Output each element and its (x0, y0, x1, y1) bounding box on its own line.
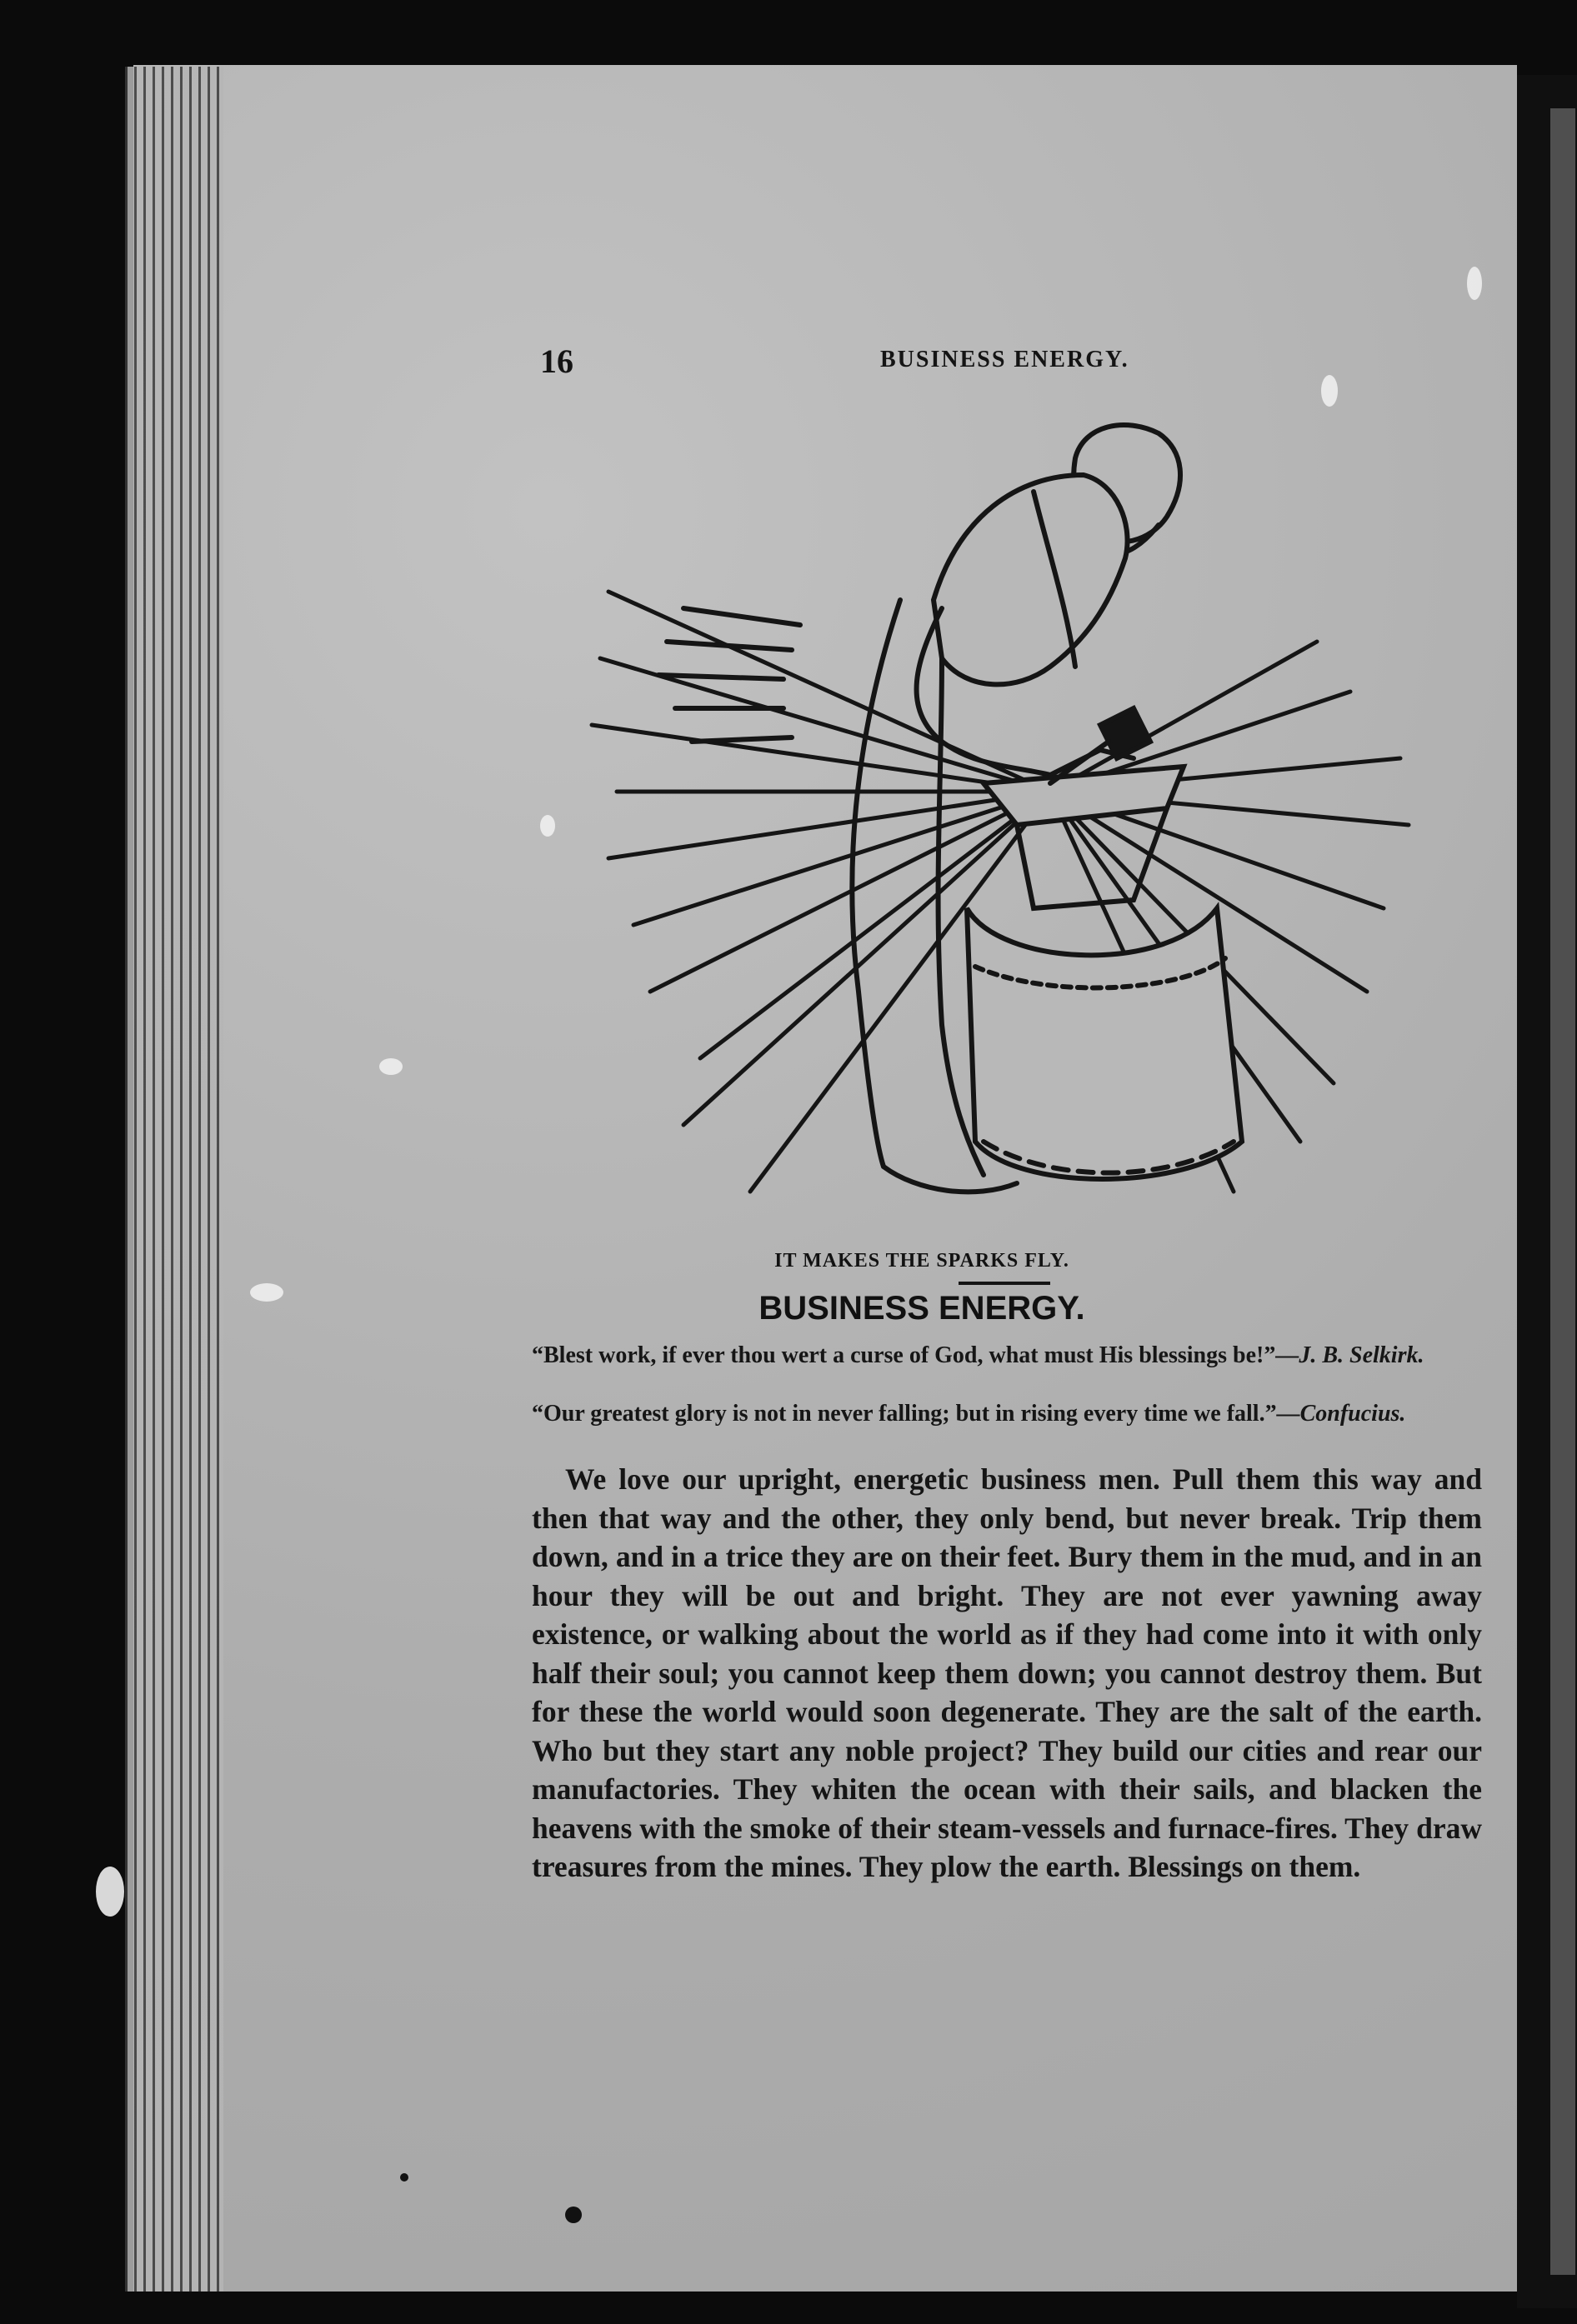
blacksmith-at-anvil-engraving (583, 392, 1417, 1250)
article-heading: BUSINESS ENERGY. (758, 1290, 1085, 1327)
epigraph-attribution: —J. B. Selkirk. (1275, 1342, 1424, 1368)
caption-rule (959, 1282, 1050, 1285)
scan-speck (540, 815, 555, 837)
running-head-title: BUSINESS ENERGY. (880, 347, 1129, 372)
ink-spot (400, 2173, 408, 2182)
running-head (540, 342, 1490, 383)
scan-speck (1467, 267, 1482, 300)
page-number: 16 (540, 342, 573, 380)
illustration-caption: IT MAKES THE SPARKS FLY. (774, 1250, 1069, 1272)
article-body: We love our upright, energetic business men. Pull them this way and then that way and the other, they only bend, but never break. Trip them down, and in a trice they are on their feet. Bury them in the mud, and in an hour they will be out and bright. They are not ever yawning away existence, or walking about the world as if they had come into it with only half their soul; you cannot keep them down; you cannot destroy them. But for these the world would soon degenerate. They are the salt of the earth. Who but they start any noble project? They build our cities and rear our manufactories. They whiten the ocean with their sails, and blacken the heavens with the smoke of their steam-vessels and furnace-fires. They draw treasures from the mines. They plow the earth. Blessings on them. (532, 1462, 1482, 1883)
facing-page-edge (1517, 75, 1577, 2308)
epigraph (532, 1343, 1482, 1368)
epigraph-attribution: —Confucius. (1276, 1401, 1406, 1427)
epigraph-quote: “Our greatest glory is not in never falling; but in rising every time we fall.” (532, 1401, 1277, 1427)
epigraph-quote: “Blest work, if ever thou wert a curse of God, what must His blessings be!” (532, 1342, 1276, 1368)
scan-speck (96, 1867, 124, 1917)
page-edge-lines (125, 67, 223, 2292)
epigraph (532, 1402, 1482, 1427)
scan-speck (379, 1058, 403, 1075)
ink-spot (565, 2207, 582, 2223)
